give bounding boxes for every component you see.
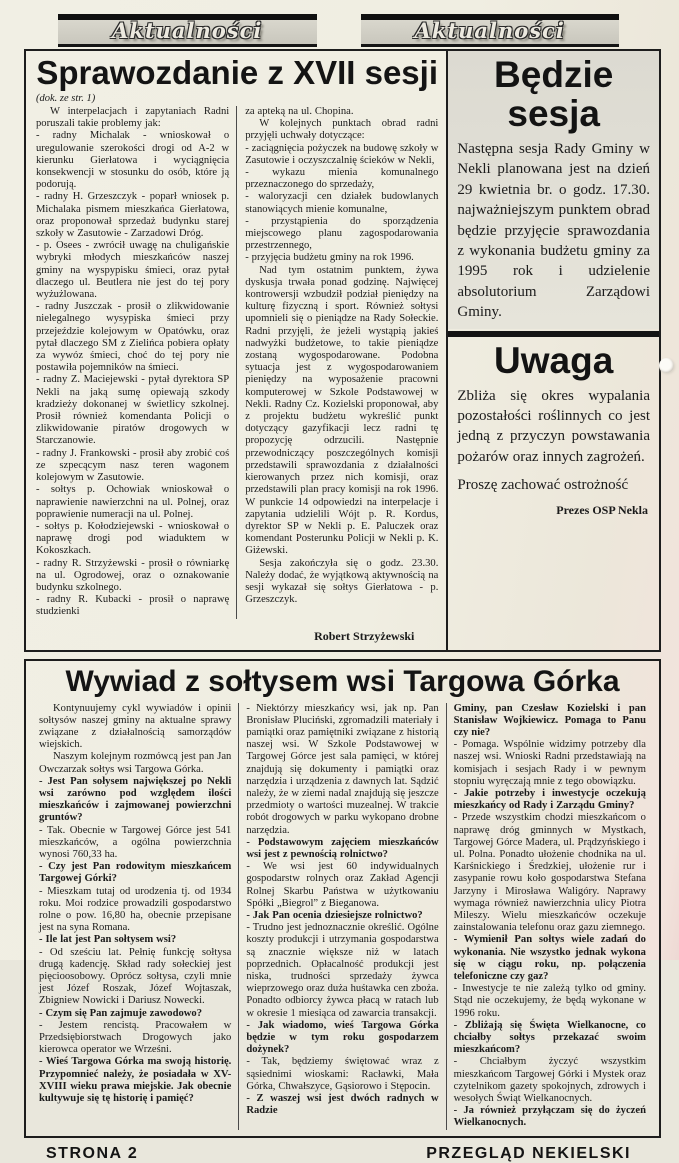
notice-warning-title: Uwaga	[494, 339, 614, 381]
banner-right-label: Aktualności	[414, 18, 565, 43]
sidebar	[446, 51, 659, 650]
banner-left-label: Aktualności	[112, 18, 263, 43]
page-number: STRONA 2	[46, 1144, 139, 1162]
paragraph: W interpelacjach i zapytaniach Radni poruszali takie problemy jak:	[36, 106, 230, 130]
paragraph: - radny J. Frankowski - prosił aby zrobić coś ze szpecącym nasz teren wagonem kolejowym w Zasutowie.	[36, 447, 230, 484]
paragraph: za apteką na ul. Chopina.	[245, 106, 354, 117]
paragraph: Naszym kolejnym rozmówcą jest pan Jan Owczarzak sołtys wsi Targowa Górka.	[39, 751, 232, 775]
paragraph: - Zbliżają się Święta Wielkanocne, co chciałby sołtys przekazać swoim mieszkańcom?	[453, 1019, 646, 1056]
paragraph: - Z waszej wsi jest dwóch radnych w Radzie	[246, 1093, 439, 1117]
interview-column-3	[447, 703, 653, 1130]
paragraph: Nad tym ostatnim punktem, żywa dyskusja trwała ponad godzinę. Najwięcej kontrowersji wzbudził podział pieniędzy na kulturę fizyczną i sport. Również sołtysi upomnieli się o pieniądze na Rady Sołeckie. Radni przyjęli, że jeżeli wystąpią jakieś nadwyżki budżetowe, to takie pieniądze zostaną wygospodarowane. Podobna sytuacja jest z wygospodarowaniem pieniędzy na wyposażenie pracowni komputerowej w Szkole Podstawowej w Nekli. Radny Cz. Kozielski proponował, aby z projektu budżetu wykreślić punkt dotyczący gazyfikacji lecz radni tę propozycję odrzucili. Następnie przewodniczący poszczególnych komisji przedstawili sprawozdania z działalności kierowanych przez nich komisji, oraz przedstawili plan pracy komisji na rok 1996. W punkcie 14 odpowiedzi na interpelacje i zapytania udzielili Wójt p. R. Kordus, dyrektor SP w Nekli p. E. Paluczek oraz komendant Posterunku Policji w Nekli p. K. Giżewski.	[245, 264, 439, 557]
paragraph: - waloryzacji cen działek budowlanych stanowiących mienie komunalne,	[245, 191, 439, 215]
notice-warning-closing: Proszę zachować ostrożność	[457, 477, 629, 494]
paragraph: - Tak, będziemy świętować wraz z sąsiednimi wioskami: Racławki, Mała Górka, Chwałszyce, Gąsiorowo i Stępocin.	[246, 1056, 439, 1092]
interview-columns	[32, 703, 653, 1130]
paragraph: - Wieś Targowa Górka ma swoją historię. Przypomnieć należy, że posiadała w XV-XVIII wieku prawa miejskie. Jak obecnie kultywuje się tę historię i pamięć?	[39, 1056, 232, 1105]
paragraph: Sesja zakończyła się o godz. 23.30. Należy dodać, że wyjątkową aktywnością na sesji wykazał się sołtys Gierłatowa - p. Grzeszczyk.	[245, 557, 439, 606]
paragraph: Gminy, pan Czesław Kozielski i pan Stanisław Wojkiewicz. Pomaga to Panu czy nie?	[453, 702, 646, 738]
paragraph: - Tak. Obecnie w Targowej Górce jest 541 mieszkańców, a ogólna powierzchnia wynosi 760,33 ha.	[39, 824, 232, 860]
article-column-1	[36, 106, 236, 619]
banner-left	[58, 14, 317, 47]
paragraph: - sołtys p. Kołodziejewski - wnioskował o naprawę drogi pod wiaduktem w Kokoszkach.	[36, 520, 230, 557]
article-column-2	[236, 106, 438, 619]
notice-warning-body: Zbliża się okres wypalania pozostałości roślinnych co jest jedną z przyczyn powstawania pożarów oraz innych zagrożeń.	[457, 387, 650, 465]
banner-right	[361, 14, 620, 47]
paragraph: - Czym się Pan zajmuje zawodowo?	[39, 1007, 203, 1019]
paragraph: - Niektórzy mieszkańcy wsi, jak np. Pan Bronisław Pluciński, zgromadzili materiały i pamiątki oraz pamiętniki związane z historią naszej wsi. W Szkole Podstawowej w Targowej Górce jest sala pamięci, w której znajdują się dokumenty i pamiątki oraz narzędzia i urządzenia z dawnych lat. Sądzić należy, że w ziemi nadal znajdują się jeszcze przedmioty o wartości muzealnej. W trakcie robót drogowych w parku wykopano drobne narzędzia.	[246, 702, 439, 836]
interview-column-2	[238, 703, 446, 1130]
article-session-report	[26, 51, 446, 650]
page-footer	[0, 1138, 679, 1163]
article-title: Sprawozdanie z XVII sesji	[36, 54, 438, 91]
paragraph: - zaciągnięcia pożyczek na budowę szkoły w Zasutowie i oczyszczalnię ścieków w Nekli,	[245, 142, 439, 166]
paragraph: - Pomaga. Wspólnie widzimy potrzeby dla naszej wsi. Wnioski Radni przedstawiają na komisjach i sesjach Rady i w pewnym stopniu wyręczają mnie z tego obowiązku.	[453, 739, 646, 787]
paragraph: - Czy jest Pan rodowitym mieszkańcem Targowej Górki?	[39, 861, 232, 885]
paragraph: - Mieszkam tutaj od urodzenia tj. od 1934 roku. Moi rodzice prowadzili gospodarstwo rolne o pow. 16,80 ha, obecnie przepisane jest na syna Romana.	[39, 885, 232, 934]
paragraph: - Jestem rencistą. Pracowałem w Przedsiębiorstwach Drogowych jako kierowca operator we Wrześni.	[39, 1019, 232, 1056]
notice-session	[448, 51, 659, 329]
newspaper-name: PRZEGLĄD NEKIELSKI	[426, 1144, 631, 1162]
byline: Robert Strzyżewski	[314, 628, 415, 643]
notice-session-body: Następna sesja Rady Gminy w Nekli planowana jest na dzień 29 kwietnia br. o godz. 17.30. najważniejszym punktem obrad będzie przyjęcie sprawozdania z wykonania budżetu gminy za 1995 rok i udzielenie absolutorium Zarządowi Gminy.	[457, 141, 650, 321]
paragraph: - Jakie potrzeby i inwestycje oczekują mieszkańcy od Rady i Zarządu Gminy?	[453, 787, 646, 812]
top-section	[24, 49, 661, 652]
article-columns	[36, 106, 438, 619]
continuation-note: (dok. ze str. 1)	[36, 93, 96, 104]
paragraph: - przystąpienia do sporządzenia miejscowego planu zagospodarowania przestrzennego,	[245, 215, 439, 252]
paragraph: - Trudno jest jednoznacznie określić. Ogólne koszty produkcji i utrzymania gospodarstwa są znacznie większe niż w latach poprzednich. Opłacalność produkcji jest niska, trudności sprzedaży żywca wieprzowego oraz duża huśtawka cen zboża. Ponadto odbiorcy żywca płacą w ratach lub w okresie 1 miesiąca od zawarcia transakcji.	[246, 922, 439, 1019]
top-banners	[0, 0, 679, 47]
paragraph: - wykazu mienia komunalnego przeznaczonego do sprzedaży,	[245, 167, 439, 191]
paragraph: - Jest Pan sołysem największej po Nekli wsi zarówno pod względem ilości mieszkańców i zajmowanej powierzchni gruntów?	[39, 775, 232, 824]
paragraph: Kontynuujemy cykl wywiadów i opinii sołtysów naszej gminy na aktualne sprawy związane z działalnością samorządów wiejskich.	[39, 702, 232, 751]
paragraph: - radny R. Strzyżewski - prosił o równiarkę na ul. Ogrodowej, oraz o oznakowanie budynku szkolnego.	[36, 557, 230, 593]
paragraph: - przyjęcia budżetu gminy na rok 1996.	[245, 252, 414, 264]
notice-warning-signature: Prezes OSP Nekla	[556, 503, 648, 518]
interview-title: Wywiad z sołtysem wsi Targowa Górka	[65, 664, 620, 698]
paragraph: - Jak wiadomo, wieś Targowa Górka będzie w tym roku gospodarzem dożynek?	[246, 1019, 439, 1056]
paragraph: - Przede wszystkim chodzi mieszkańcom o naprawę dróg gminnych w Mystkach, Targowej Górce Madera, ul. Prądzyńskiego i ul. Polna. Ponadto ułożenie chodnika na ul. Karśnickiego i Średzkiej, ułożenie rur i zasypanie rowu koło gospodarstwa Stefana Jarzyny i Mirosława Waligóry. Naprawy wymaga również nawierzchnia ulicy Piotra Mileszy. Wielu mieszkańców oczekuje zainstalowania telefonu oraz gazu ziemnego.	[453, 812, 646, 934]
paragraph: - radny Michalak - wnioskował o uregulowanie szerokości drogi od A-2 w kierunku Gierłatowa i wyciągnięcia konsekwencji w stosunku do osób, które ją podorują.	[36, 130, 230, 191]
paragraph: - radny Z. Maciejewski - pytał dyrektora SP Nekli na jaką sumę opiewają szkody kradzieży dokonanej w świetlicy szkolnej. Prosił również komendanta Policji o zlikwidowanie piratów drogowych w Starczanowie.	[36, 374, 230, 447]
article-interview	[24, 659, 661, 1138]
paragraph: - We wsi jest 60 indywidualnych gospodarstw rolnych oraz Zakład Agencji Rolnej Skarbu Państwa w użytkowaniu Spółki „Biegrol” z Bieganowa.	[246, 861, 439, 909]
hole-punch	[659, 358, 674, 373]
paragraph: - Ja również przyłączam się do życzeń Wielkanocnych.	[453, 1105, 646, 1129]
paragraph: - radny R. Kubacki - prosił o naprawę studzienki	[36, 594, 230, 618]
notice-warning	[448, 337, 659, 525]
interview-column-1	[32, 703, 238, 1130]
paragraph: - Podstawowym zajęciem mieszkańców wsi jest z pewnością rolnictwo?	[246, 836, 439, 860]
paragraph: - radny H. Grzeszczyk - poparł wniosek p. Michalaka pismem mieszkańca Gierłatowa, oraz proponował sprzedaż budynku starej szkoły w Zasutowie - Zarzadowi Dróg.	[36, 191, 230, 240]
paragraph: W kolejnych punktach obrad radni przyjęli uchwały dotyczące:	[245, 118, 439, 142]
paragraph: - sołtys p. Ochowiak wnioskował o naprawienie nawierzchni na ul. Polnej, oraz poprawienie numeracji na ul. Polnej.	[36, 484, 230, 520]
paragraph: - Ile lat jest Pan sołtysem wsi?	[39, 934, 177, 946]
notice-session-title: Będzie sesja	[494, 54, 614, 134]
paragraph: - Chciałbym życzyć wszystkim mieszkańcom Targowej Górki i Mystek oraz czytelnikom gazety spokojnych, zdrowych i wesołych Świąt Wielkanocnych.	[453, 1056, 646, 1105]
paragraph: - Jak Pan ocenia dziesiejsze rolnictwo?	[246, 909, 423, 921]
paragraph: - Wymienił Pan sołtys wiele zadań do wykonania. Nie wszystko jednak wykona się w ciągu roku, np. połączenia telefoniczne czy gaz?	[453, 934, 646, 982]
paragraph: - radny Juszczak - prosił o zlikwidowanie nielegalnego wysypiska śmieci przy przejeździe kolejowym w Opatówku, oraz pytał dlaczego SM z Zielińca pobiera opłaty za wywóz śmieci, choć do tej pory nie postawiła pojemników na śmieci.	[36, 301, 230, 374]
paragraph: - Inwestycje te nie zależą tylko od gminy. Stąd nie oczekujemy, że będą wykonane w 1996 roku.	[453, 983, 646, 1019]
paragraph: - p. Osees - zwrócił uwagę na chuligańskie wybryki młodych mieszkańców naszej gminy na wyspypisku śmieci, oraz pytał dlaczego ul. Beutlera nie jest do tej pory wyżużlowana.	[36, 240, 230, 301]
paragraph: - Od sześciu lat. Pełnię funkcję sołtysa drugą kadencję. Skład rady sołeckiej jest pięcioosobowy. Oprócz sołtysa, czyli mnie jest Józef Roszak, Józef Wojtaszak, Zbigniew Nowicki i Dariusz Nowecki.	[39, 946, 232, 1007]
